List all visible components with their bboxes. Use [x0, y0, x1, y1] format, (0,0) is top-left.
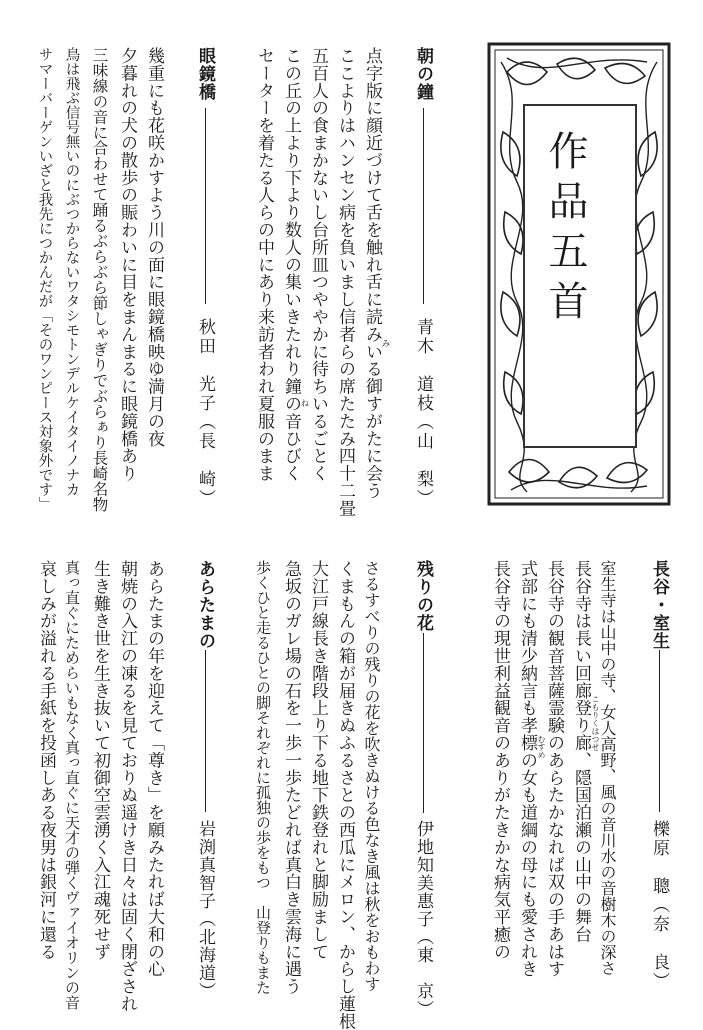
- poem-line: サマーバーゲンいざと我先につかんだが「そのワンピース対象外です」: [36, 47, 53, 511]
- poem-line: セーターを着たる人らの中にあり来訪者われ夏服のまま: [254, 47, 274, 482]
- ruby-annotation: み: [382, 339, 390, 348]
- poem-line: 生き難き世を生き抜いて初御空雲湧く入江魂死せず: [90, 560, 110, 961]
- poem-line: 夕暮れの犬の散歩の賑わいに目をまんまるに眼鏡橋あり: [117, 47, 137, 482]
- poem-line: 長谷寺の観音菩薩霊験のあらたかなれば双の手あはす: [544, 560, 564, 978]
- heading-dash: [423, 108, 424, 304]
- heading-dash: [205, 650, 206, 812]
- poem-heading: 長谷・室生: [649, 560, 669, 650]
- heading-dash: [205, 108, 206, 304]
- poem-line: あらたまの年を迎えて「尊き」を願みたれば大和の心: [144, 560, 164, 978]
- heading-dash: [659, 650, 660, 812]
- poem-line: 五百人の食まかないし台所皿つややかに待ちいるごとく: [308, 47, 328, 482]
- ruby-annotation: むすめ: [537, 735, 546, 759]
- poem-line: 大江戸線長き階段上り下る地下鉄登れと脚励まして: [308, 560, 328, 961]
- poem-line: 長谷寺の現世利益観音のありがたきかな病気平癒の: [490, 560, 510, 961]
- poem-line: 式部にも清少納言も孝標の女も道綱の母にも愛されき: [517, 560, 537, 978]
- poem-line: 室生寺は山中の寺、女人高野、風の音川水の音樹木の深さ: [598, 560, 617, 976]
- page-title: 作品五首: [542, 130, 588, 330]
- ruby-annotation: ね: [301, 399, 309, 408]
- poem-heading: あらたまの: [195, 560, 215, 650]
- poem-line: 三味線の音に合わせて踊るぶらぶら節しゃぎりでぶらぁり長崎名物: [90, 47, 109, 512]
- heading-dash: [423, 633, 424, 813]
- poem-author: 青木 道枝（山 梨）: [413, 318, 433, 508]
- poem-line: 鳥は飛ぶ信号無いのにぶつからないワタシモトンデルケイタイノナカ: [63, 47, 80, 497]
- poem-line: ここよりはハンセン病を負いまし信者らの席たたみ四十二畳: [335, 47, 355, 517]
- poem-line: くまもんの箱が届きぬふるさとの西瓜にメロン、からし蓮根: [335, 560, 355, 1030]
- poem-line: 長谷寺は長い回廊登り廊、隠国泊瀬の山中の舞台: [571, 560, 591, 943]
- poem-heading: 眼鏡橋: [195, 47, 215, 101]
- poem-line: 朝焼の入江の凍るを見ておりぬ遥けき日々は固く閉ざされ: [117, 560, 137, 1013]
- poem-author: 櫟原 聰（奈 良）: [649, 820, 669, 991]
- poem-heading: 残りの花: [413, 560, 433, 632]
- poem-author: 秋田 光子（長 崎）: [195, 318, 215, 508]
- poem-author: 岩渕真智子（北海道）: [195, 820, 215, 1000]
- ruby-annotation: こもりくはつせ: [591, 695, 600, 751]
- poem-line: 哀しみが溢れる手紙を投函しある夜男は銀河に還る: [36, 560, 56, 961]
- poem-author: 伊地知美惠子（東 京）: [413, 820, 433, 1018]
- poem-line: この丘の上より下より数人の集いきたれり鐘の音ひびく: [281, 47, 301, 482]
- poem-line: 歩くひと走るひとの脚それぞれに孤独の歩をもつ 山登りもまた: [254, 560, 272, 995]
- poem-line: 幾重にも花咲かすよう川の面に眼鏡橋映ゆ満月の夜: [144, 47, 164, 448]
- poem-line: 真っ直ぐにためらいもなく真っ直ぐに天才の弾くヴァイオリンの音: [63, 560, 81, 1010]
- poem-line: 急坂のガレ場の石を一歩一歩たどれば真白き雲海に遇う: [281, 560, 301, 995]
- poem-line: さるすべりの残りの花を吹きぬける色なき風は秋をおもわす: [362, 560, 381, 992]
- poem-heading: 朝の鐘: [413, 47, 433, 101]
- poem-line: 点字版に顔近づけて舌を触れ舌に読みいる御すがたに会う: [362, 47, 382, 500]
